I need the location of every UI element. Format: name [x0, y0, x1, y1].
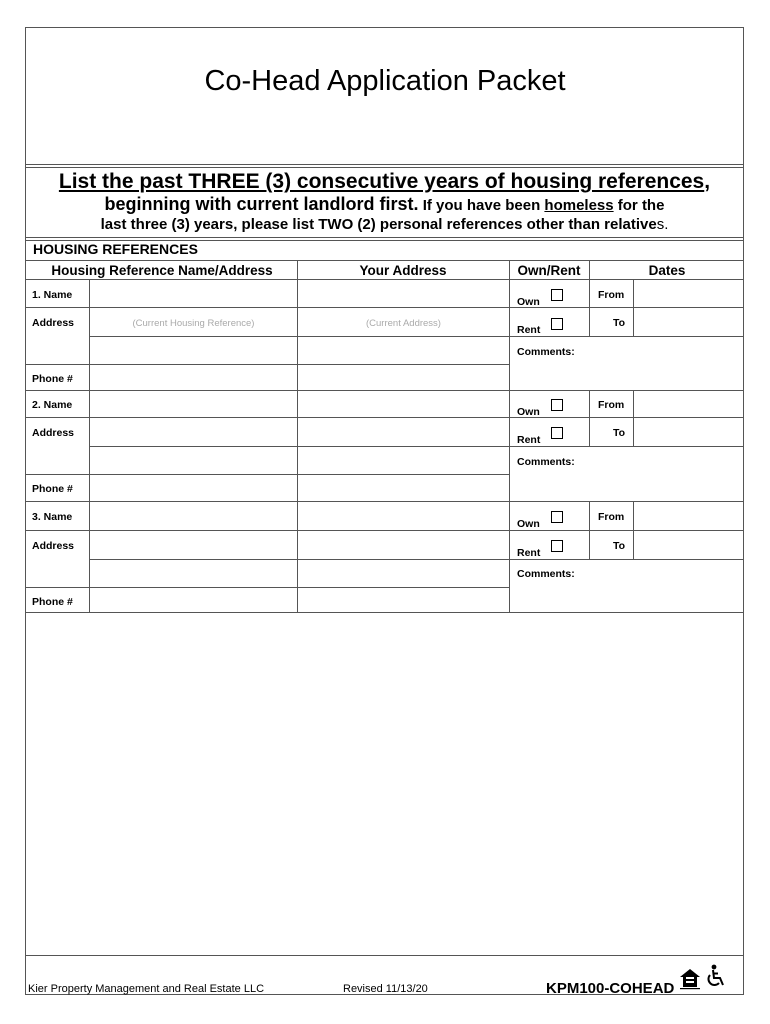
ref2-from-label: From: [598, 399, 625, 411]
ref3-to-label: To: [613, 540, 626, 552]
block-rule: [25, 501, 744, 502]
col-divider: [633, 502, 634, 559]
block-rule: [25, 612, 744, 613]
ref2-name-label: 2. Name: [32, 399, 73, 411]
section-rule: [25, 260, 744, 261]
instruction-1-main: List the past THREE (3) consecutive years of housing references: [58, 170, 705, 193]
col-divider: [589, 502, 590, 559]
instruction-2-b: for the: [613, 197, 665, 214]
ref2-own-label: Own: [517, 406, 540, 418]
row-rule: [25, 587, 90, 588]
ref3-own-checkbox[interactable]: [551, 511, 563, 523]
ref2-own-checkbox[interactable]: [551, 399, 563, 411]
header-divider: [589, 261, 590, 279]
row-rule: [89, 446, 744, 447]
ref1-to-label: To: [613, 317, 626, 329]
row-rule: [89, 364, 510, 365]
ref2-to-label: To: [613, 427, 626, 439]
ref2-rent-label: Rent: [517, 434, 541, 446]
col-divider: [589, 280, 590, 336]
ref3-rent-label: Rent: [517, 547, 541, 559]
col-divider: [633, 391, 634, 446]
ref1-phone-label: Phone #: [32, 373, 73, 385]
ref1-from-label: From: [598, 289, 625, 301]
ref3-phone-label: Phone #: [32, 596, 73, 608]
ref1-comments-label: Comments:: [517, 346, 575, 358]
ref3-own-label: Own: [517, 518, 540, 530]
row-rule: [25, 417, 744, 418]
ref2-address-label: Address: [32, 427, 75, 439]
title-divider: [25, 164, 744, 165]
title-divider-2: [25, 167, 744, 168]
ref1-rent-checkbox[interactable]: [551, 318, 563, 330]
instruction-line-1: [25, 170, 744, 194]
row-rule: [89, 474, 510, 475]
column-header-own-rent: Own/Rent: [517, 263, 581, 278]
col-divider: [297, 391, 298, 501]
row-rule: [89, 336, 744, 337]
form-title: Co-Head Application Packet: [204, 65, 566, 97]
instruction-3-bold: last three (3) years, please list TWO (2) personal references other than relative: [100, 216, 657, 233]
row-rule: [25, 530, 744, 531]
row-rule: [89, 559, 744, 560]
footer-company: Kier Property Management and Real Estate LLC: [28, 983, 265, 995]
footer-form-code: KPM100-COHEAD: [546, 980, 675, 997]
row-rule: [25, 364, 90, 365]
ref2-phone-label: Phone #: [32, 483, 73, 495]
instruction-2-main: beginning with current landlord first.: [104, 194, 419, 214]
ref1-address-label: Address: [32, 317, 75, 329]
col-divider: [297, 502, 298, 612]
header-rule: [25, 279, 744, 280]
col-divider: [89, 391, 90, 501]
section-title: HOUSING REFERENCES: [33, 241, 198, 257]
ref3-name-label: 3. Name: [32, 511, 73, 523]
ref1-your-address-field[interactable]: [298, 281, 509, 307]
instruction-line-3: [25, 216, 744, 233]
ref2-comments-label: Comments:: [517, 456, 575, 468]
col-divider: [589, 391, 590, 446]
header-divider: [297, 261, 298, 279]
instruction-2-homeless: homeless: [544, 197, 614, 214]
ref3-address-label: Address: [32, 540, 75, 552]
column-header-name-address: Housing Reference Name/Address: [51, 263, 273, 278]
footer-rule: [25, 955, 744, 956]
col-divider: [89, 502, 90, 612]
block-rule: [25, 390, 744, 391]
ref1-own-label: Own: [517, 296, 540, 308]
ref2-rent-checkbox[interactable]: [551, 427, 563, 439]
equal-housing-icon: [678, 966, 702, 990]
row-rule: [25, 474, 90, 475]
ref3-from-label: From: [598, 511, 625, 523]
instruction-3-end: s.: [656, 216, 669, 233]
table-top-rule: [25, 237, 744, 238]
ref1-rent-label: Rent: [517, 324, 541, 336]
accessibility-icon: [703, 964, 727, 990]
column-header-dates: Dates: [648, 263, 686, 278]
ref3-comments-label: Comments:: [517, 568, 575, 580]
col-divider: [509, 280, 510, 390]
ref1-address-placeholder: (Current Address): [366, 318, 441, 329]
instruction-line-2: [25, 194, 744, 215]
column-header-your-address: Your Address: [359, 263, 447, 278]
header-divider: [509, 261, 510, 279]
footer-revised: Revised 11/13/20: [343, 983, 428, 995]
ref1-name-label: 1. Name: [32, 289, 73, 301]
row-rule: [89, 587, 510, 588]
ref1-reference-placeholder: (Current Housing Reference): [132, 318, 255, 329]
instruction-2-a: If you have been: [418, 197, 545, 214]
col-divider: [509, 391, 510, 501]
ref1-to-field[interactable]: [634, 308, 744, 336]
ref1-from-field[interactable]: [634, 281, 744, 307]
col-divider: [509, 502, 510, 612]
instruction-1-end: ,: [704, 170, 711, 193]
ref1-name-field[interactable]: [90, 281, 297, 307]
ref3-rent-checkbox[interactable]: [551, 540, 563, 552]
ref1-own-checkbox[interactable]: [551, 289, 563, 301]
